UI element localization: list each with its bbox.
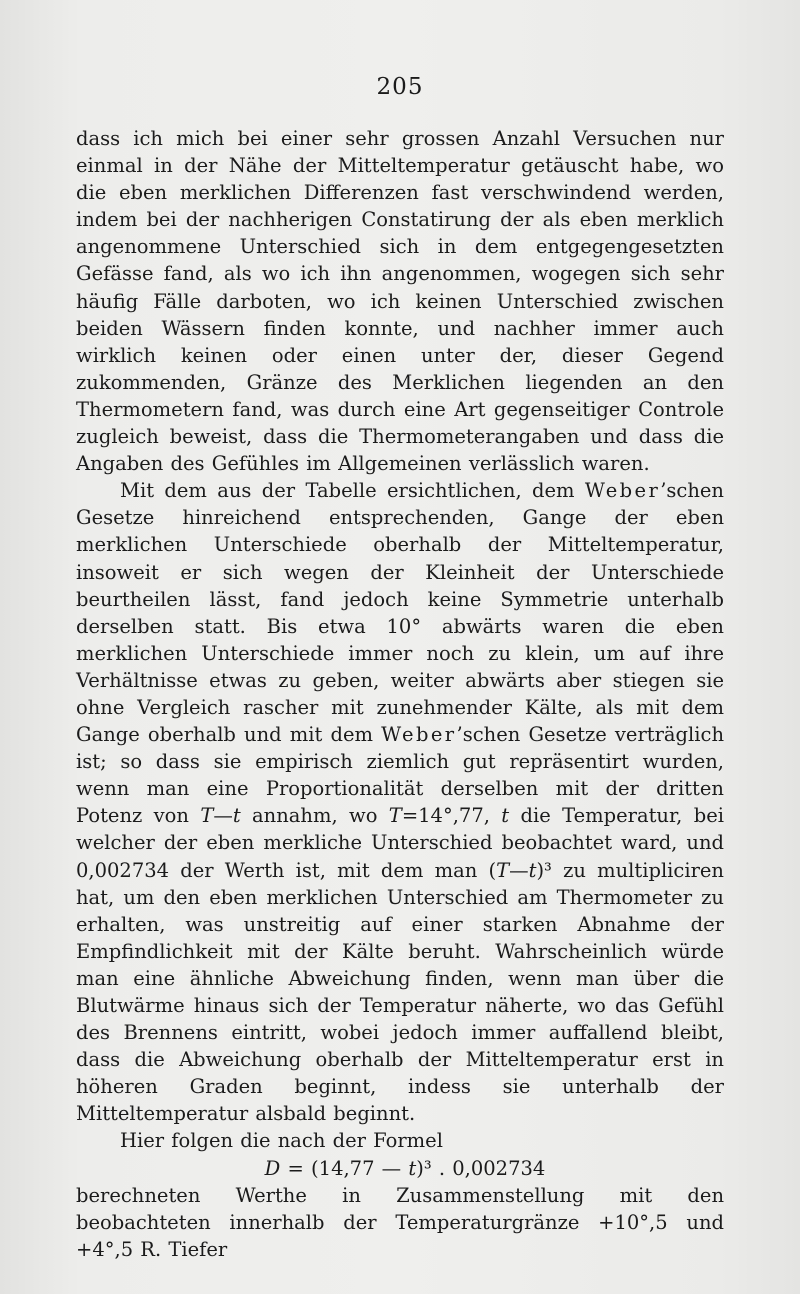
author-name: Weber <box>381 723 457 747</box>
paragraph-2-text: Mit dem aus der Tabelle ersichtlichen, dem <box>120 479 585 503</box>
formula-text: = (14,77 — <box>280 1156 409 1180</box>
variable-T: T <box>496 858 510 882</box>
paragraph-2-text: ’schen Gesetze verträglich ist; so dass sie empirisch ziemlich gut repräsentirt wurden, wenn man eine Proportionalität derselben mit der dritten Potenz von <box>76 723 724 828</box>
variable-t: t <box>408 1156 417 1180</box>
variable-t: t <box>528 858 537 882</box>
paragraph-2-text: die Temperatur, bei welcher der eben merkliche Unterschied beobachtet ward, und 0,002734 der Werth ist, mit dem man ( <box>76 804 724 882</box>
paragraph-2-text: =14°,77, <box>401 804 502 828</box>
formula-intro: Hier folgen die nach der Formel <box>120 1129 443 1153</box>
author-name: Weber <box>584 479 661 503</box>
variable-t: t <box>501 804 510 828</box>
dash: — <box>509 858 529 882</box>
formula-text: )³ . 0,002734 <box>416 1156 546 1180</box>
paragraph-1: dass ich mich bei einer sehr grossen Anzahl Versuchen nur einmal in der Nähe der Mitteltemperatur getäuscht habe, wo die eben merklichen Differenzen fast verschwindend werden, indem bei der nachherigen Constatirung der als eben merklich angenommene Unterschied sich in dem entgegengesetzten Gefässe fand, als wo ich ihn angenommen, wogegen sich sehr häufig Fälle darboten, wo ich keinen Unterschied zwischen beiden Wässern finden konnte, und nachher immer auch wirklich keinen oder einen unter der, dieser Gegend zukommenden, Gränze des Merklichen liegenden an den Thermometern fand, was durch eine Art gegenseitiger Controle zugleich beweist, dass die Thermometerangaben und dass die Angaben des Gefühles im Allgemeinen verlässlich waren. <box>76 127 724 476</box>
variable-D: D <box>264 1156 281 1180</box>
paragraph-2-text: ’schen Gesetze hinreichend entsprechenden, Gange der eben merklichen Unterschiede oberhalb der Mitteltemperatur, insoweit er sich wegen der Kleinheit der Unterschiede beurtheilen lässt, fand jedoch keine Symmetrie unterhalb derselben statt. Bis etwa 10° abwärts waren die eben merklichen Unterschiede immer noch zu klein, um auf ihre Verhältnisse etwas zu geben, weiter abwärts aber stiegen sie ohne Vergleich rascher mit zunehmender Kälte, als mit dem Gange oberhalb und mit dem <box>76 479 724 747</box>
body-text <box>76 125 724 1263</box>
paragraph-2-text: )³ zu multipliciren hat, um den eben merklichen Unterschied am Thermometer zu erhalten, was unstreitig auf einer starken Abnahme der Empfindlichkeit mit der Kälte beruht. Wahrscheinlich würde man eine ähnliche Abweichung finden, wenn man über die Blutwärme hinaus sich der Temperatur näherte, wo das Gefühl des Brennens eintritt, wobei jedoch immer auffallend bleibt, dass die Abweichung oberhalb der Mitteltemperatur erst in höheren Graden beginnt, indess sie unterhalb der Mitteltemperatur alsbald beginnt. <box>76 858 724 1126</box>
variable-T: T <box>200 804 214 828</box>
paragraph-2 <box>76 477 724 1127</box>
dash: — <box>213 804 233 828</box>
page-number: 205 <box>376 74 424 100</box>
variable-t: t <box>232 804 241 828</box>
formula <box>76 1155 724 1182</box>
variable-T: T <box>388 804 402 828</box>
paragraph-2-text: annahm, wo <box>240 804 389 828</box>
paragraph-3: berechneten Werthe in Zusammenstellung mit den beobachteten innerhalb der Temperaturgränze +10°,5 und +4°,5 R. Tiefer <box>76 1183 724 1261</box>
